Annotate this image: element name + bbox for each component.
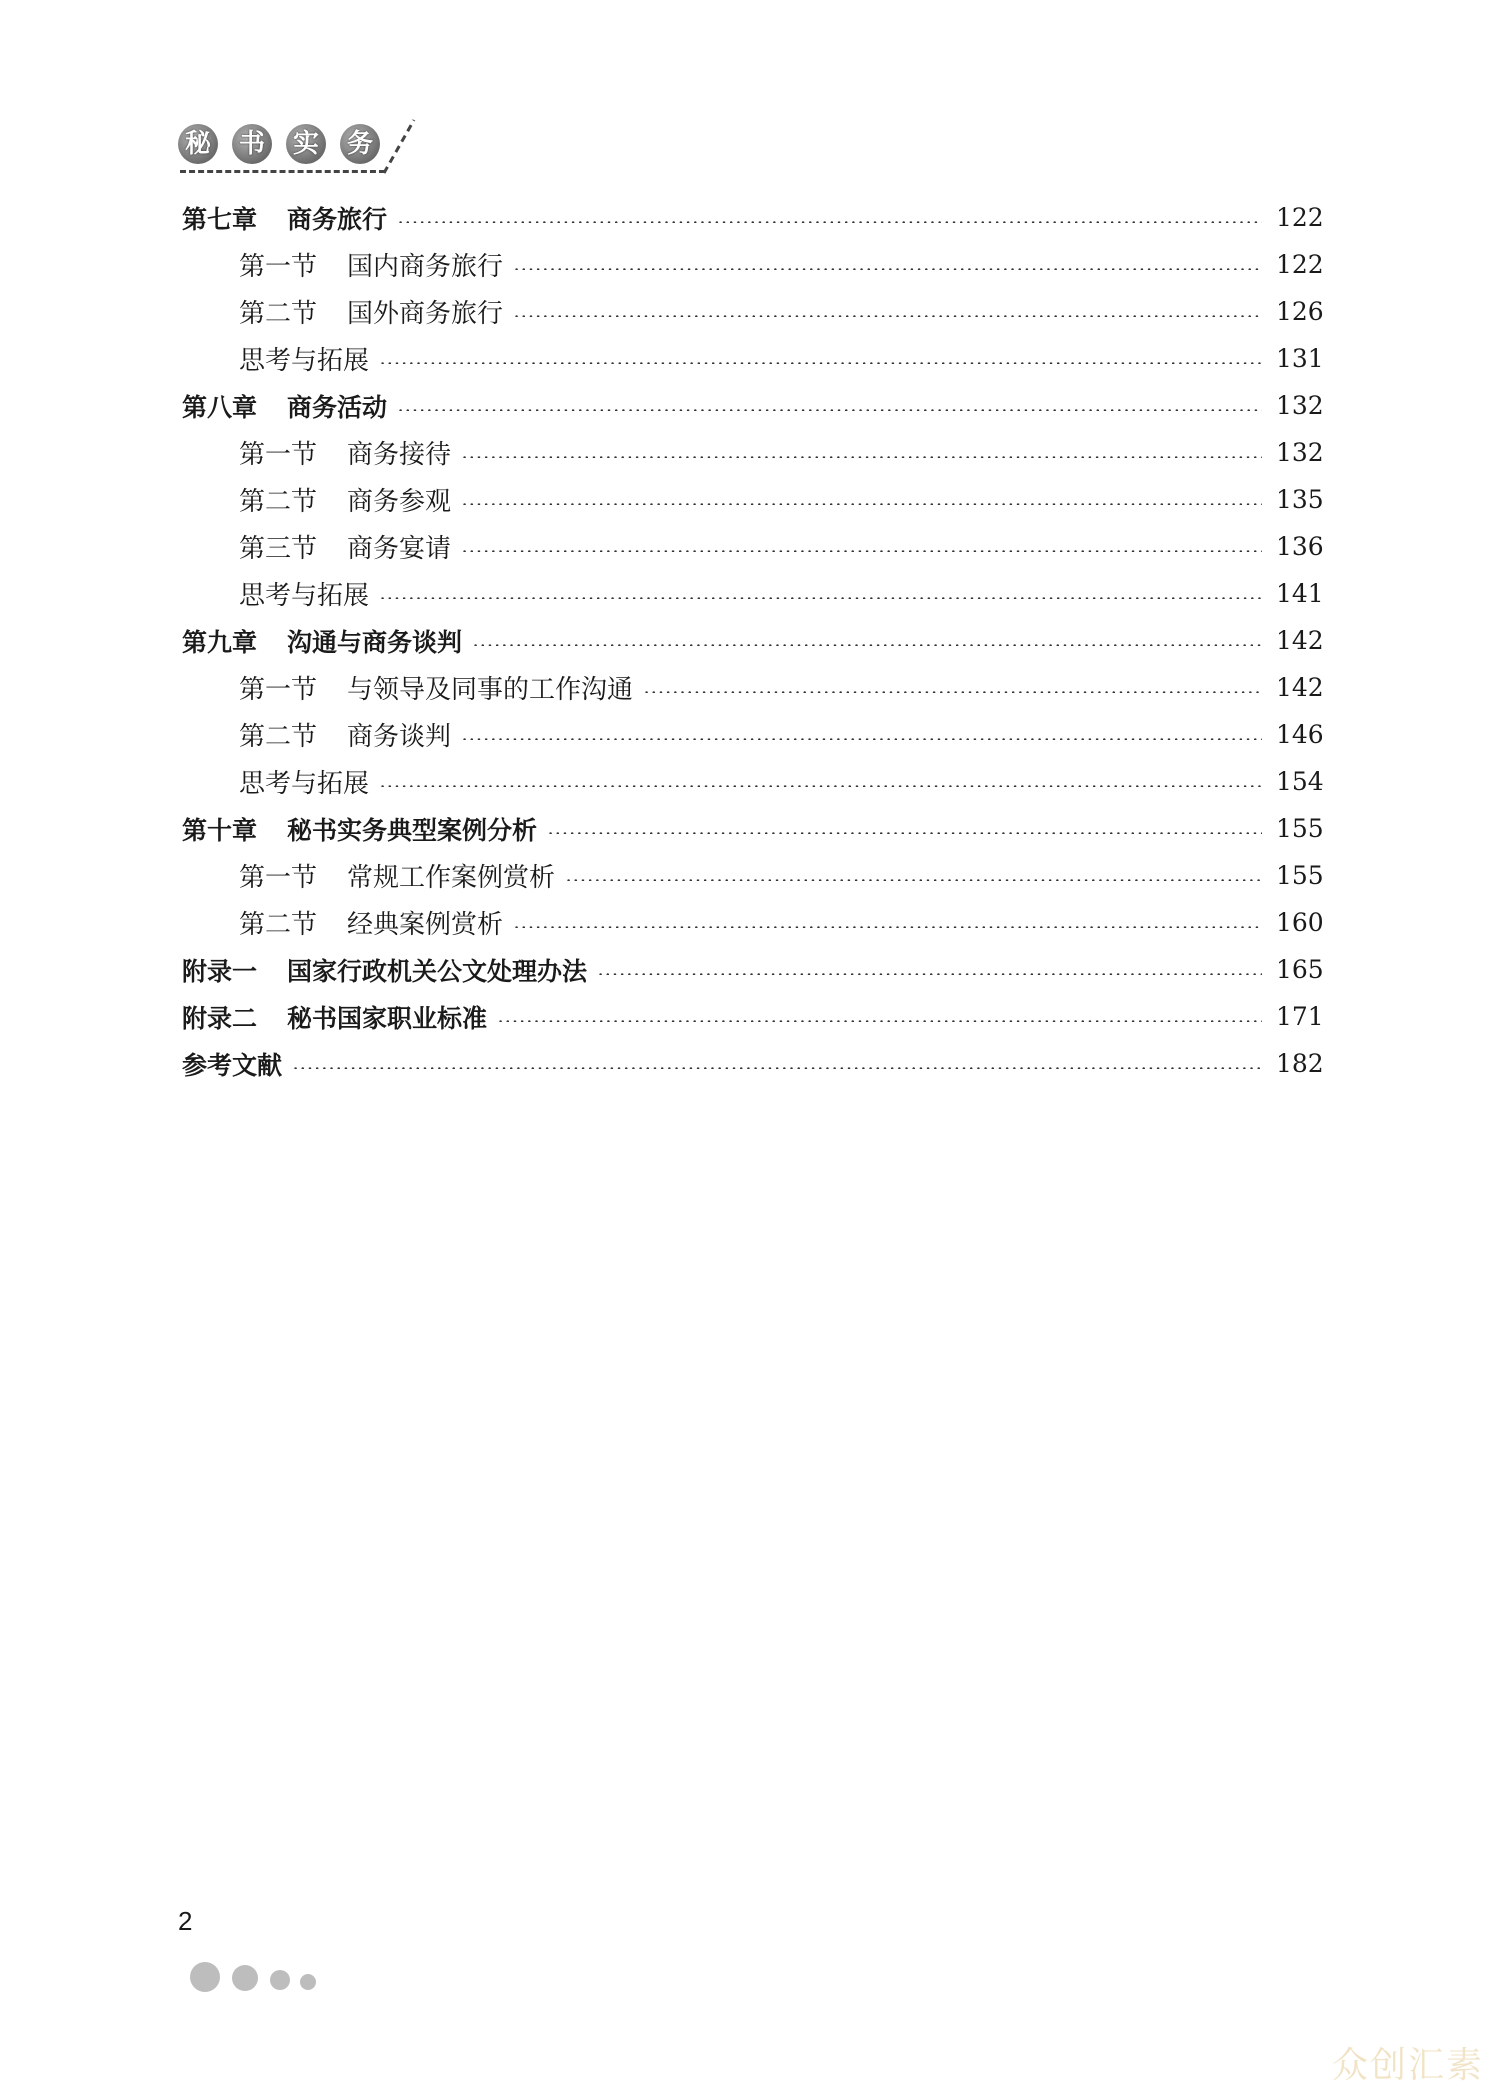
toc-leader-dots <box>461 503 1262 505</box>
toc-page-number: 132 <box>1276 438 1324 467</box>
toc-page-number: 122 <box>1276 203 1324 232</box>
toc-page-number: 122 <box>1276 250 1324 279</box>
toc-entry-title: 常规工作案例赏析 <box>347 863 556 893</box>
toc-section-entry[interactable] <box>182 899 1322 946</box>
toc-leader-dots <box>379 597 1262 599</box>
toc-leader-dots <box>461 738 1262 740</box>
toc-entry-title: 沟通与商务谈判 <box>287 627 463 657</box>
toc-entry-title: 商务宴请 <box>347 534 452 564</box>
toc-leader-dots <box>565 879 1262 881</box>
toc-entry-number: 附录一 <box>182 956 258 986</box>
watermark: 众创汇素 <box>1331 2045 1484 2086</box>
toc-leader-dots <box>472 644 1262 646</box>
toc-leader-dots <box>513 926 1262 928</box>
toc-leader-dots <box>497 1020 1262 1022</box>
toc-entry-title: 商务活动 <box>287 392 388 422</box>
toc-entry-number: 第二节 <box>239 910 318 940</box>
toc-leader-dots <box>461 550 1262 552</box>
toc-entry-title: 思考与拓展 <box>239 581 370 611</box>
toc-chapter-entry[interactable] <box>182 805 1322 852</box>
decor-dot <box>300 1974 316 1990</box>
toc-chapter-entry[interactable] <box>182 1040 1322 1087</box>
toc-page-number: 136 <box>1276 532 1324 561</box>
toc-entry-number: 第一节 <box>239 863 318 893</box>
toc-chapter-entry[interactable] <box>182 382 1322 429</box>
toc-entry-number: 第三节 <box>239 534 318 564</box>
toc-leader-dots <box>643 691 1262 693</box>
decor-dot <box>270 1970 290 1990</box>
toc-entry-number: 第二节 <box>239 487 318 517</box>
toc-section-entry[interactable] <box>182 852 1322 899</box>
toc-page-number: 126 <box>1276 297 1324 326</box>
running-header <box>178 118 438 178</box>
toc-leader-dots <box>397 409 1262 411</box>
toc-page-number: 141 <box>1276 579 1324 608</box>
toc-section-entry[interactable] <box>182 664 1322 711</box>
toc-page-number: 160 <box>1276 908 1324 937</box>
header-char: 实 <box>286 124 326 164</box>
toc-entry-number: 第二节 <box>239 299 318 329</box>
toc-leader-dots <box>513 268 1262 270</box>
toc-entry-title: 思考与拓展 <box>239 346 370 376</box>
header-dashed-underline <box>180 170 385 173</box>
toc-entry-number: 第一节 <box>239 252 318 282</box>
toc-entry-number: 第二节 <box>239 722 318 752</box>
toc-entry-title: 参考文献 <box>182 1050 283 1080</box>
toc-entry-number: 附录二 <box>182 1003 258 1033</box>
header-char: 务 <box>340 124 380 164</box>
toc-section-entry[interactable] <box>182 429 1322 476</box>
table-of-contents <box>182 194 1322 1087</box>
toc-entry-number: 第九章 <box>182 627 258 657</box>
toc-entry-title: 秘书实务典型案例分析 <box>287 815 538 845</box>
toc-chapter-entry[interactable] <box>182 993 1322 1040</box>
toc-page-number: 154 <box>1276 767 1324 796</box>
toc-section-entry[interactable] <box>182 758 1322 805</box>
toc-page-number: 132 <box>1276 391 1324 420</box>
toc-entry-number: 第八章 <box>182 392 258 422</box>
toc-section-entry[interactable] <box>182 476 1322 523</box>
page-number: 2 <box>178 1906 193 1936</box>
toc-section-entry[interactable] <box>182 711 1322 758</box>
toc-entry-title: 思考与拓展 <box>239 769 370 799</box>
decor-dot <box>232 1965 258 1991</box>
toc-entry-number: 第一节 <box>239 440 318 470</box>
toc-leader-dots <box>461 456 1262 458</box>
toc-page-number: 146 <box>1276 720 1324 749</box>
toc-entry-title: 国外商务旅行 <box>347 299 504 329</box>
toc-entry-title: 商务谈判 <box>347 722 452 752</box>
toc-page-number: 182 <box>1276 1049 1324 1078</box>
toc-chapter-entry[interactable] <box>182 194 1322 241</box>
header-slash-decoration <box>378 118 418 178</box>
header-char: 秘 <box>178 124 218 164</box>
toc-leader-dots <box>547 832 1262 834</box>
header-char: 书 <box>232 124 272 164</box>
toc-leader-dots <box>379 785 1262 787</box>
toc-entry-title: 秘书国家职业标准 <box>287 1003 488 1033</box>
toc-entry-number: 第一节 <box>239 675 318 705</box>
toc-entry-number: 第七章 <box>182 204 258 234</box>
toc-page-number: 171 <box>1276 1002 1324 1031</box>
toc-section-entry[interactable] <box>182 570 1322 617</box>
toc-section-entry[interactable] <box>182 241 1322 288</box>
toc-leader-dots <box>379 362 1262 364</box>
toc-leader-dots <box>397 221 1262 223</box>
toc-section-entry[interactable] <box>182 335 1322 382</box>
toc-entry-title: 国内商务旅行 <box>347 252 504 282</box>
toc-page-number: 155 <box>1276 861 1324 890</box>
toc-page-number: 142 <box>1276 673 1324 702</box>
toc-entry-title: 国家行政机关公文处理办法 <box>287 956 588 986</box>
decor-dot <box>190 1962 220 1992</box>
toc-entry-title: 商务接待 <box>347 440 452 470</box>
toc-page-number: 135 <box>1276 485 1324 514</box>
toc-entry-title: 与领导及同事的工作沟通 <box>347 675 634 705</box>
toc-entry-number: 第十章 <box>182 815 258 845</box>
toc-chapter-entry[interactable] <box>182 946 1322 993</box>
toc-page-number: 131 <box>1276 344 1324 373</box>
toc-page-number: 142 <box>1276 626 1324 655</box>
toc-section-entry[interactable] <box>182 523 1322 570</box>
toc-chapter-entry[interactable] <box>182 617 1322 664</box>
toc-page-number: 165 <box>1276 955 1324 984</box>
toc-leader-dots <box>597 973 1262 975</box>
toc-leader-dots <box>292 1067 1262 1069</box>
toc-entry-title: 商务参观 <box>347 487 452 517</box>
toc-entry-title: 经典案例赏析 <box>347 910 504 940</box>
toc-leader-dots <box>513 315 1262 317</box>
toc-entry-title: 商务旅行 <box>287 204 388 234</box>
toc-page-number: 155 <box>1276 814 1324 843</box>
toc-section-entry[interactable] <box>182 288 1322 335</box>
